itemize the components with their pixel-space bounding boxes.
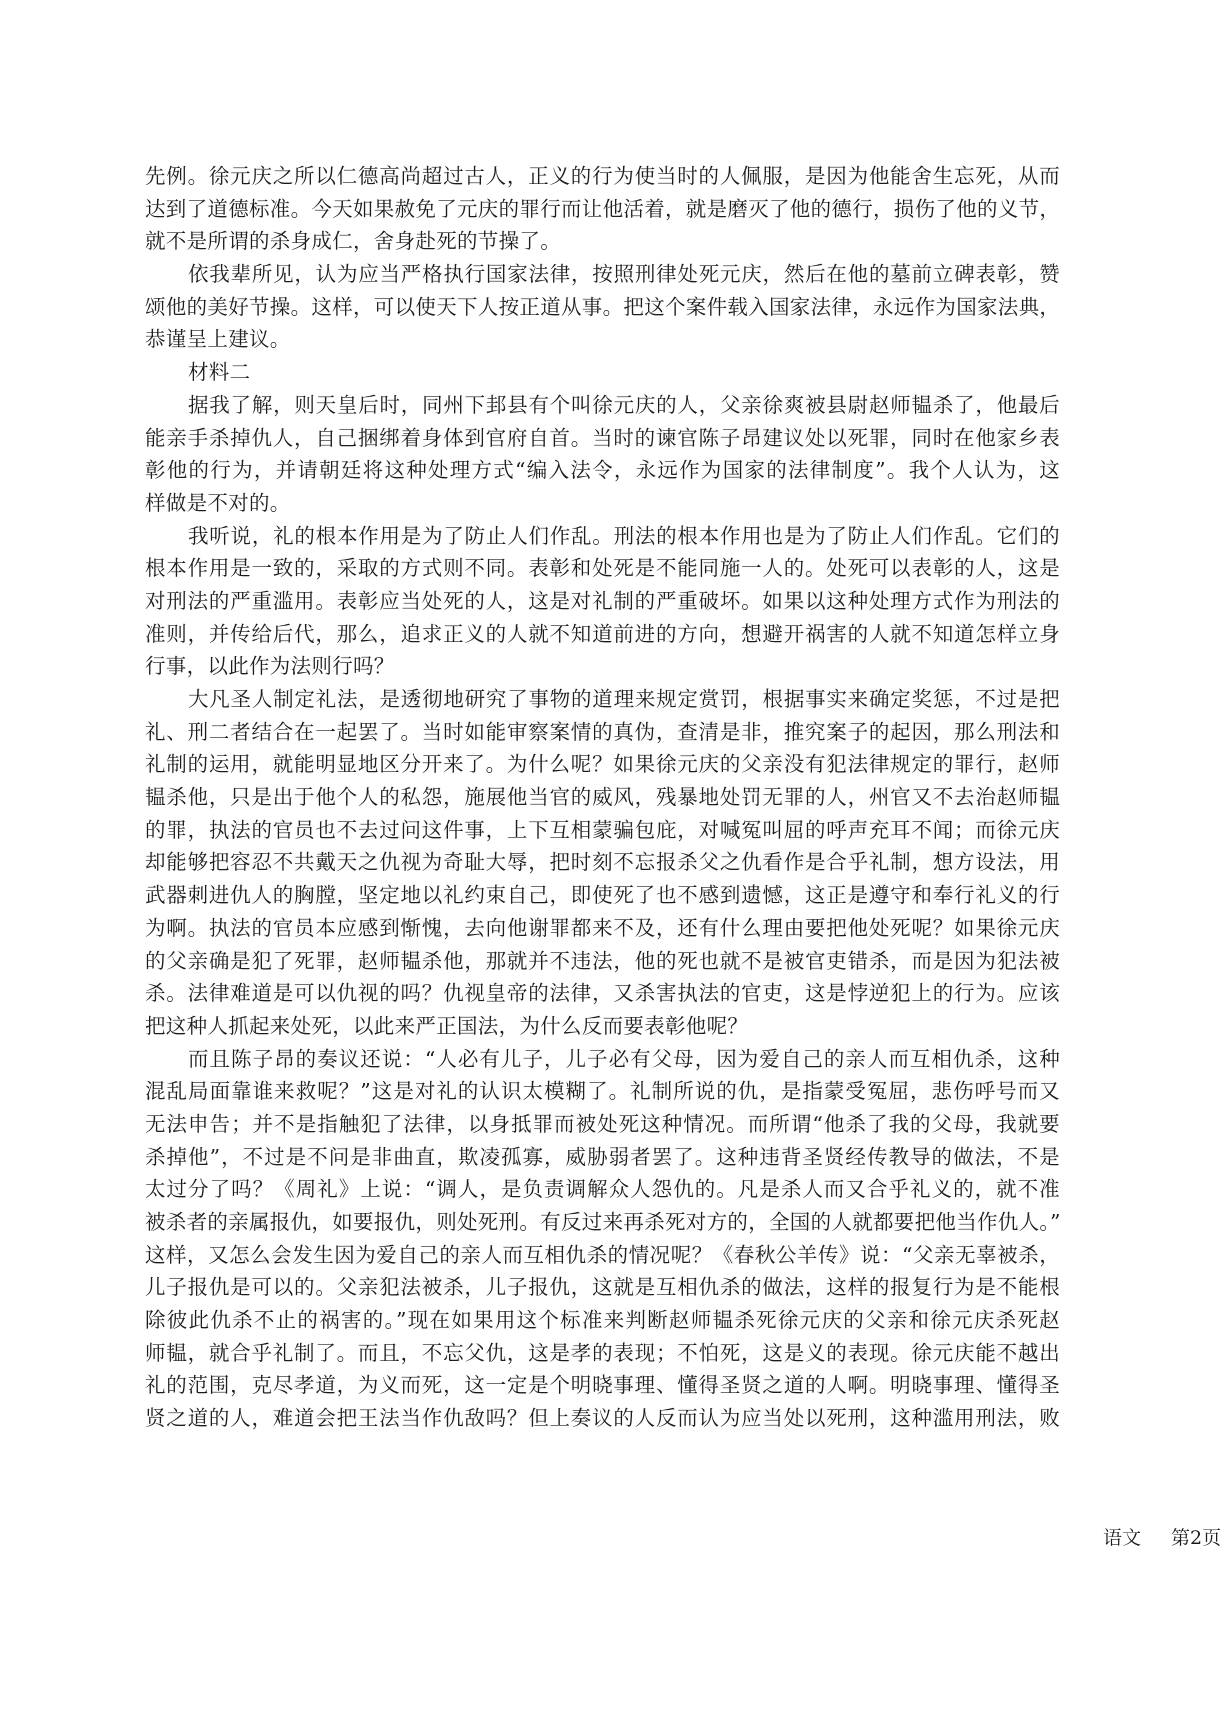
- text-line: 为啊。执法的官员本应感到惭愧，去向他谢罪都来不及，还有什么理由要把他处死呢？如果徐元庆: [145, 915, 1060, 940]
- text-line: 把这种人抓起来处死，以此来严正国法，为什么反而要表彰他呢？: [145, 1013, 749, 1038]
- text-line: 能亲手杀掉仇人，自己捆绑着身体到官府自首。当时的谏官陈子昂建议处以死罪，同时在他家乡表: [145, 425, 1060, 450]
- text-line: 的罪，执法的官员也不去过问这件事，上下互相蒙骗包庇，对喊冤叫屈的呼声充耳不闻；而徐元庆: [145, 817, 1060, 842]
- text-line: 韫杀他，只是出于他个人的私怨，施展他当官的威风，残暴地处罚无罪的人，州官又不去治赵师韫: [145, 785, 1060, 810]
- footer-subject: 语文: [1103, 1527, 1142, 1549]
- text-line: 据我了解，则天皇后时，同州下邽县有个叫徐元庆的人，父亲徐爽被县尉赵师韫杀了，他最后: [188, 392, 1060, 417]
- text-line: 的父亲确是犯了死罪，赵师韫杀他，那就并不违法，他的死也就不是被官吏错杀，而是因为犯法被: [145, 948, 1060, 973]
- text-line: 我听说，礼的根本作用是为了防止人们作乱。刑法的根本作用也是为了防止人们作乱。它们的: [188, 523, 1060, 548]
- text-line: 材料二: [188, 360, 251, 385]
- text-line: 却能够把容忍不共戴天之仇视为奇耻大辱，把时刻不忘报杀父之仇看作是合乎礼制，想方设法，用: [145, 850, 1060, 875]
- text-line: 这样，又怎么会发生因为爱自己的亲人而互相仇杀的情况呢？《春秋公羊传》说：“父亲无辜被杀，: [145, 1242, 1060, 1267]
- text-line: 被杀者的亲属报仇，如要报仇，则处死刑。有反过来再杀死对方的，全国的人就都要把他当作仇人。”: [145, 1210, 1061, 1234]
- text-line: 样做是不对的。: [145, 490, 291, 515]
- footer-page-number: 第2页: [1171, 1527, 1221, 1549]
- text-line: 杀掉他”，不过是不问是非曲直，欺凌孤寡，威胁弱者罢了。这种违背圣贤经传教导的做法，不是: [145, 1144, 1060, 1169]
- text-line: 根本作用是一致的，采取的方式则不同。表彰和处死是不能同施一人的。处死可以表彰的人，这是: [145, 556, 1060, 581]
- text-line: 礼的范围，克尽孝道，为义而死，这一定是个明晓事理、懂得圣贤之道的人啊。明晓事理、懂得圣: [145, 1373, 1060, 1398]
- text-line: 武器刺进仇人的胸膛，坚定地以礼约束自己，即使死了也不感到遗憾，这正是遵守和奉行礼义的行: [145, 883, 1060, 908]
- text-line: 达到了道德标准。今天如果赦免了元庆的罪行而让他活着，就是磨灭了他的德行，损伤了他的义节，: [145, 196, 1061, 221]
- text-line: 贤之道的人，难道会把王法当作仇敌吗？但上奏议的人反而认为应当处以死刑，这种滥用刑法，败: [145, 1406, 1060, 1431]
- text-line: 颂他的美好节操。这样，可以使天下人按正道从事。把这个案件载入国家法律，永远作为国家法典，: [145, 294, 1061, 319]
- text-line: 儿子报仇是可以的。父亲犯法被杀，儿子报仇，这就是互相仇杀的做法，这样的报复行为是不能根: [145, 1275, 1060, 1300]
- text-line: 杀。法律难道是可以仇视的吗？仇视皇帝的法律，又杀害执法的官吏，这是悖逆犯上的行为。应该: [145, 981, 1060, 1006]
- text-line: 混乱局面靠谁来救呢？”这是对礼的认识太模糊了。礼制所说的仇，是指蒙受冤屈，悲伤呼号而又: [145, 1079, 1060, 1104]
- text-line: 大凡圣人制定礼法，是透彻地研究了事物的道理来规定赏罚，根据事实来确定奖惩，不过是把: [188, 687, 1060, 711]
- text-line: 准则，并传给后代，那么，追求正义的人就不知道前进的方向，想避开祸害的人就不知道怎样立身: [145, 621, 1060, 646]
- text-line: 行事，以此作为法则行吗？: [145, 654, 395, 679]
- text-line: 礼、刑二者结合在一起罢了。当时如能审察案情的真伪，查清是非，推究案子的起因，那么刑法和: [145, 719, 1060, 744]
- text-line: 就不是所谓的杀身成仁，舍身赴死的节操了。: [145, 229, 561, 254]
- text-line: 先例。徐元庆之所以仁德高尚超过古人，正义的行为使当时的人佩服，是因为他能舍生忘死，从而: [145, 164, 1060, 188]
- text-line: 对刑法的严重滥用。表彰应当处死的人，这是对礼制的严重破坏。如果以这种处理方式作为刑法的: [145, 588, 1060, 613]
- text-line: 彰他的行为，并请朝廷将这种处理方式“编入法令，永远作为国家的法律制度”。我个人认为，这: [145, 458, 1060, 483]
- text-line: 太过分了吗？《周礼》上说：“调人，是负责调解众人怨仇的。凡是杀人而又合乎礼义的，就不准: [145, 1177, 1060, 1202]
- body-text: [145, 160, 1060, 1435]
- text-line: 恭谨呈上建议。: [145, 327, 291, 352]
- text-line: 除彼此仇杀不止的祸害的。”现在如果用这个标准来判断赵师韫杀死徐元庆的父亲和徐元庆杀死赵: [145, 1308, 1060, 1333]
- text-line: 依我辈所见，认为应当严格执行国家法律，按照刑律处死元庆，然后在他的墓前立碑表彰，赞: [188, 262, 1060, 287]
- text-line: 无法申告；并不是指触犯了法律，以身抵罪而被处死这种情况。而所谓“他杀了我的父母，我就要: [145, 1111, 1060, 1136]
- text-line: 师韫，就合乎礼制了。而且，不忘父仇，这是孝的表现；不怕死，这是义的表现。徐元庆能不越出: [145, 1340, 1060, 1365]
- page-footer: [1050, 1526, 1221, 1550]
- text-line: 礼制的运用，就能明显地区分开来了。为什么呢？如果徐元庆的父亲没有犯法律规定的罪行，赵师: [145, 752, 1060, 777]
- text-line: 而且陈子昂的奏议还说：“人必有儿子，儿子必有父母，因为爱自己的亲人而互相仇杀，这种: [188, 1046, 1060, 1071]
